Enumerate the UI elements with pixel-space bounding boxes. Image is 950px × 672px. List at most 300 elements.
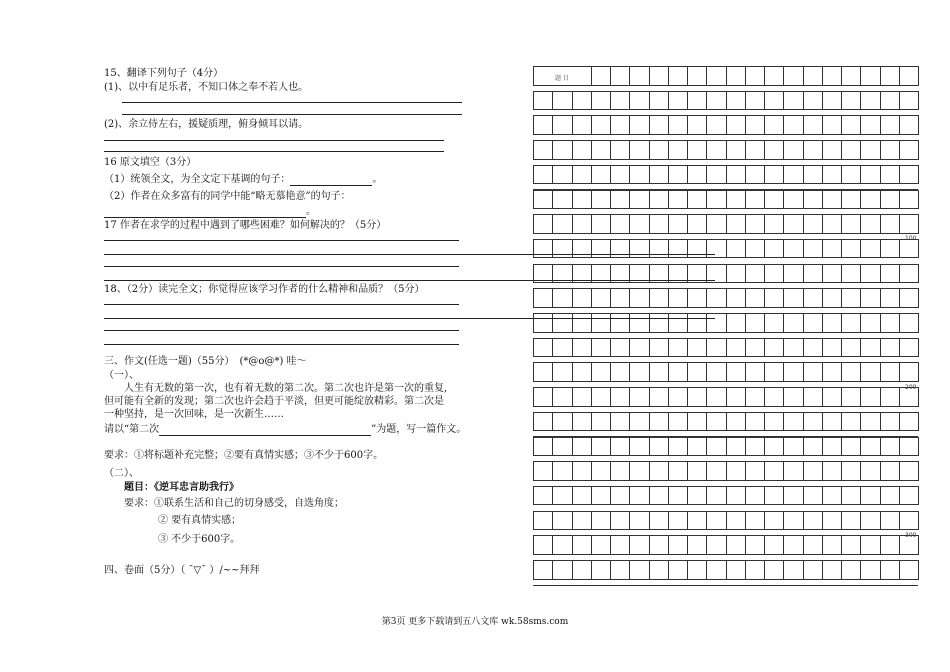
- grid-cell[interactable]: [610, 313, 630, 333]
- grid-cell[interactable]: [783, 66, 803, 86]
- grid-cell[interactable]: [783, 214, 803, 234]
- grid-cell[interactable]: [668, 264, 688, 284]
- grid-cell[interactable]: [668, 190, 688, 210]
- grid-cell[interactable]: [899, 140, 919, 160]
- grid-cell[interactable]: [860, 239, 880, 259]
- grid-cell[interactable]: [649, 190, 669, 210]
- grid-cell[interactable]: [687, 66, 707, 86]
- grid-cell[interactable]: [629, 239, 649, 259]
- grid-cell[interactable]: [591, 313, 611, 333]
- grid-cell[interactable]: [687, 115, 707, 135]
- grid-cell[interactable]: [591, 115, 611, 135]
- grid-cell[interactable]: [822, 412, 842, 432]
- grid-cell[interactable]: [899, 288, 919, 308]
- grid-cell[interactable]: [880, 66, 900, 86]
- grid-cell[interactable]: [764, 288, 784, 308]
- grid-cell[interactable]: [610, 560, 630, 580]
- grid-cell[interactable]: [706, 362, 726, 382]
- grid-cell[interactable]: [687, 338, 707, 358]
- grid-cell[interactable]: [841, 535, 861, 555]
- grid-cell[interactable]: [899, 264, 919, 284]
- grid-cell[interactable]: [803, 239, 823, 259]
- grid-cell[interactable]: [706, 486, 726, 506]
- grid-cell[interactable]: [822, 362, 842, 382]
- grid-cell[interactable]: [841, 264, 861, 284]
- grid-cell[interactable]: [668, 535, 688, 555]
- answer-line[interactable]: [104, 304, 459, 305]
- grid-cell[interactable]: [668, 387, 688, 407]
- grid-cell[interactable]: [783, 511, 803, 531]
- grid-cell[interactable]: [860, 535, 880, 555]
- grid-cell[interactable]: [822, 535, 842, 555]
- grid-cell[interactable]: [649, 140, 669, 160]
- grid-cell[interactable]: [629, 486, 649, 506]
- grid-cell[interactable]: [649, 486, 669, 506]
- grid-cell[interactable]: [880, 412, 900, 432]
- grid-cell[interactable]: [591, 214, 611, 234]
- grid-cell[interactable]: [899, 535, 919, 555]
- grid-cell[interactable]: [591, 461, 611, 481]
- grid-cell[interactable]: [899, 387, 919, 407]
- grid-cell[interactable]: [822, 214, 842, 234]
- grid-cell[interactable]: [649, 115, 669, 135]
- grid-cell[interactable]: [803, 560, 823, 580]
- grid-cell[interactable]: [803, 313, 823, 333]
- grid-cell[interactable]: [649, 338, 669, 358]
- grid-cell[interactable]: [629, 264, 649, 284]
- grid-cell[interactable]: [629, 560, 649, 580]
- grid-cell[interactable]: [822, 190, 842, 210]
- grid-cell[interactable]: [899, 412, 919, 432]
- grid-cell[interactable]: [629, 214, 649, 234]
- grid-cell[interactable]: [841, 387, 861, 407]
- grid-cell[interactable]: [629, 115, 649, 135]
- grid-cell[interactable]: [572, 535, 592, 555]
- grid-cell[interactable]: [899, 214, 919, 234]
- grid-cell[interactable]: [764, 461, 784, 481]
- grid-cell[interactable]: [783, 264, 803, 284]
- grid-cell[interactable]: [822, 338, 842, 358]
- grid-cell[interactable]: [668, 486, 688, 506]
- grid-cell[interactable]: [610, 190, 630, 210]
- grid-cell[interactable]: [668, 239, 688, 259]
- grid-cell[interactable]: [629, 288, 649, 308]
- grid-cell[interactable]: [764, 486, 784, 506]
- grid-cell[interactable]: [572, 214, 592, 234]
- grid-cell[interactable]: [572, 387, 592, 407]
- grid-cell[interactable]: [899, 511, 919, 531]
- grid-cell[interactable]: [880, 264, 900, 284]
- grid-cell[interactable]: [745, 461, 765, 481]
- grid-cell[interactable]: [706, 66, 726, 86]
- grid-cell[interactable]: [860, 165, 880, 185]
- grid-cell[interactable]: [860, 91, 880, 111]
- grid-cell[interactable]: [880, 313, 900, 333]
- grid-cell[interactable]: [726, 412, 746, 432]
- grid-cell[interactable]: [687, 190, 707, 210]
- grid-cell[interactable]: [803, 437, 823, 457]
- grid-cell[interactable]: [706, 214, 726, 234]
- answer-line[interactable]: [104, 330, 459, 331]
- grid-cell[interactable]: [783, 338, 803, 358]
- grid-cell[interactable]: [687, 165, 707, 185]
- grid-cell[interactable]: [783, 288, 803, 308]
- grid-cell[interactable]: [591, 190, 611, 210]
- grid-cell[interactable]: [745, 214, 765, 234]
- grid-cell[interactable]: [687, 535, 707, 555]
- grid-cell[interactable]: [860, 362, 880, 382]
- grid-cell[interactable]: [726, 190, 746, 210]
- grid-cell[interactable]: [649, 437, 669, 457]
- grid-cell[interactable]: [880, 214, 900, 234]
- grid-cell[interactable]: [880, 511, 900, 531]
- grid-cell[interactable]: [880, 165, 900, 185]
- grid-cell[interactable]: [726, 437, 746, 457]
- grid-cell[interactable]: [803, 535, 823, 555]
- grid-cell[interactable]: [822, 486, 842, 506]
- grid-cell[interactable]: [552, 313, 572, 333]
- grid-cell[interactable]: [745, 288, 765, 308]
- grid-cell[interactable]: [610, 66, 630, 86]
- grid-cell[interactable]: [899, 338, 919, 358]
- grid-cell[interactable]: [552, 214, 572, 234]
- grid-cell[interactable]: [687, 288, 707, 308]
- grid-cell[interactable]: [610, 214, 630, 234]
- grid-cell[interactable]: [822, 437, 842, 457]
- grid-cell[interactable]: [841, 511, 861, 531]
- grid-cell[interactable]: [841, 288, 861, 308]
- grid-cell[interactable]: [533, 313, 553, 333]
- grid-cell[interactable]: [841, 437, 861, 457]
- grid-cell[interactable]: [572, 140, 592, 160]
- grid-cell[interactable]: [880, 387, 900, 407]
- grid-cell[interactable]: [706, 140, 726, 160]
- grid-cell[interactable]: [860, 560, 880, 580]
- grid-cell[interactable]: [706, 190, 726, 210]
- grid-cell[interactable]: [533, 66, 592, 86]
- grid-cell[interactable]: [591, 239, 611, 259]
- grid-cell[interactable]: [552, 412, 572, 432]
- grid-cell[interactable]: [572, 190, 592, 210]
- grid-cell[interactable]: [803, 486, 823, 506]
- grid-cell[interactable]: [591, 437, 611, 457]
- grid-cell[interactable]: [610, 461, 630, 481]
- grid-cell[interactable]: [726, 239, 746, 259]
- grid-cell[interactable]: [841, 362, 861, 382]
- grid-cell[interactable]: [803, 461, 823, 481]
- grid-cell[interactable]: [552, 387, 572, 407]
- grid-cell[interactable]: [629, 387, 649, 407]
- grid-cell[interactable]: [745, 338, 765, 358]
- fill-blank[interactable]: [290, 175, 372, 186]
- grid-cell[interactable]: [880, 486, 900, 506]
- grid-cell[interactable]: [803, 214, 823, 234]
- grid-cell[interactable]: [726, 362, 746, 382]
- grid-cell[interactable]: [668, 214, 688, 234]
- grid-cell[interactable]: [668, 313, 688, 333]
- grid-cell[interactable]: [629, 461, 649, 481]
- grid-cell[interactable]: [822, 461, 842, 481]
- grid-cell[interactable]: [783, 313, 803, 333]
- grid-cell[interactable]: [841, 239, 861, 259]
- grid-cell[interactable]: [610, 437, 630, 457]
- grid-cell[interactable]: [706, 165, 726, 185]
- grid-cell[interactable]: [649, 535, 669, 555]
- grid-cell[interactable]: [899, 190, 919, 210]
- grid-cell[interactable]: [552, 288, 572, 308]
- grid-cell[interactable]: [591, 264, 611, 284]
- grid-cell[interactable]: [687, 511, 707, 531]
- grid-cell[interactable]: [764, 66, 784, 86]
- grid-cell[interactable]: [880, 362, 900, 382]
- grid-cell[interactable]: [764, 535, 784, 555]
- grid-cell[interactable]: [841, 66, 861, 86]
- grid-cell[interactable]: [706, 338, 726, 358]
- grid-cell[interactable]: [629, 362, 649, 382]
- grid-cell[interactable]: [803, 264, 823, 284]
- grid-cell[interactable]: [764, 511, 784, 531]
- grid-cell[interactable]: [649, 66, 669, 86]
- grid-cell[interactable]: [745, 66, 765, 86]
- grid-cell[interactable]: [668, 412, 688, 432]
- grid-cell[interactable]: [860, 115, 880, 135]
- grid-cell[interactable]: [841, 115, 861, 135]
- grid-cell[interactable]: [764, 362, 784, 382]
- grid-cell[interactable]: [860, 461, 880, 481]
- grid-cell[interactable]: [899, 362, 919, 382]
- grid-cell[interactable]: [822, 66, 842, 86]
- grid-cell[interactable]: [803, 338, 823, 358]
- grid-cell[interactable]: [726, 387, 746, 407]
- fill-blank[interactable]: [104, 207, 306, 218]
- grid-cell[interactable]: [803, 115, 823, 135]
- grid-cell[interactable]: [899, 313, 919, 333]
- grid-cell[interactable]: [764, 91, 784, 111]
- grid-cell[interactable]: [899, 560, 919, 580]
- grid-cell[interactable]: [860, 511, 880, 531]
- grid-cell[interactable]: [552, 560, 572, 580]
- grid-cell[interactable]: [668, 511, 688, 531]
- grid-cell[interactable]: [533, 387, 553, 407]
- grid-cell[interactable]: [629, 412, 649, 432]
- grid-cell[interactable]: [629, 511, 649, 531]
- grid-cell[interactable]: [552, 264, 572, 284]
- grid-cell[interactable]: [649, 165, 669, 185]
- grid-cell[interactable]: [687, 387, 707, 407]
- grid-cell[interactable]: [610, 387, 630, 407]
- grid-cell[interactable]: [533, 264, 553, 284]
- grid-cell[interactable]: [591, 412, 611, 432]
- grid-cell[interactable]: [764, 239, 784, 259]
- grid-cell[interactable]: [572, 412, 592, 432]
- grid-cell[interactable]: [706, 115, 726, 135]
- grid-cell[interactable]: [610, 91, 630, 111]
- grid-cell[interactable]: [841, 560, 861, 580]
- answer-line[interactable]: [122, 102, 462, 103]
- grid-cell[interactable]: [764, 190, 784, 210]
- grid-cell[interactable]: [629, 338, 649, 358]
- grid-cell[interactable]: [783, 535, 803, 555]
- grid-cell[interactable]: [572, 362, 592, 382]
- grid-cell[interactable]: [803, 190, 823, 210]
- grid-cell[interactable]: [783, 239, 803, 259]
- grid-cell[interactable]: [745, 511, 765, 531]
- grid-cell[interactable]: [745, 387, 765, 407]
- grid-cell[interactable]: [860, 486, 880, 506]
- grid-cell[interactable]: [745, 412, 765, 432]
- grid-cell[interactable]: [533, 412, 553, 432]
- grid-cell[interactable]: [745, 362, 765, 382]
- grid-cell[interactable]: [649, 264, 669, 284]
- grid-cell[interactable]: [880, 535, 900, 555]
- grid-cell[interactable]: [572, 239, 592, 259]
- grid-cell[interactable]: [610, 140, 630, 160]
- grid-cell[interactable]: [764, 165, 784, 185]
- grid-cell[interactable]: [629, 140, 649, 160]
- grid-cell[interactable]: [629, 313, 649, 333]
- grid-cell[interactable]: [726, 313, 746, 333]
- grid-cell[interactable]: [880, 437, 900, 457]
- grid-cell[interactable]: [649, 511, 669, 531]
- grid-cell[interactable]: [841, 91, 861, 111]
- grid-cell[interactable]: [552, 190, 572, 210]
- grid-cell[interactable]: [841, 461, 861, 481]
- grid-cell[interactable]: [745, 313, 765, 333]
- grid-cell[interactable]: [745, 239, 765, 259]
- title-blank[interactable]: [159, 425, 371, 436]
- grid-cell[interactable]: [668, 437, 688, 457]
- grid-cell[interactable]: [726, 511, 746, 531]
- grid-cell[interactable]: [783, 115, 803, 135]
- grid-cell[interactable]: [783, 461, 803, 481]
- grid-cell[interactable]: [610, 239, 630, 259]
- grid-cell[interactable]: [649, 288, 669, 308]
- grid-cell[interactable]: [533, 486, 553, 506]
- grid-cell[interactable]: [610, 115, 630, 135]
- grid-cell[interactable]: [880, 560, 900, 580]
- grid-cell[interactable]: [591, 66, 611, 86]
- grid-cell[interactable]: [726, 461, 746, 481]
- grid-cell[interactable]: [764, 412, 784, 432]
- grid-cell[interactable]: [726, 264, 746, 284]
- grid-cell[interactable]: [629, 190, 649, 210]
- grid-cell[interactable]: [841, 412, 861, 432]
- grid-cell[interactable]: [649, 313, 669, 333]
- grid-cell[interactable]: [552, 140, 572, 160]
- grid-cell[interactable]: [533, 362, 553, 382]
- grid-cell[interactable]: [880, 115, 900, 135]
- grid-cell[interactable]: [668, 362, 688, 382]
- grid-cell[interactable]: [687, 264, 707, 284]
- grid-cell[interactable]: [668, 66, 688, 86]
- grid-cell[interactable]: [764, 313, 784, 333]
- grid-cell[interactable]: [572, 91, 592, 111]
- grid-cell[interactable]: [572, 165, 592, 185]
- grid-cell[interactable]: [668, 560, 688, 580]
- grid-cell[interactable]: [572, 511, 592, 531]
- grid-cell[interactable]: [687, 437, 707, 457]
- grid-cell[interactable]: [591, 362, 611, 382]
- grid-cell[interactable]: [610, 486, 630, 506]
- grid-cell[interactable]: [726, 115, 746, 135]
- grid-cell[interactable]: [745, 560, 765, 580]
- grid-cell[interactable]: [706, 535, 726, 555]
- grid-cell[interactable]: [841, 140, 861, 160]
- grid-cell[interactable]: [764, 437, 784, 457]
- grid-cell[interactable]: [706, 288, 726, 308]
- grid-cell[interactable]: [783, 91, 803, 111]
- grid-cell[interactable]: [629, 535, 649, 555]
- grid-cell[interactable]: [706, 387, 726, 407]
- grid-cell[interactable]: [591, 338, 611, 358]
- grid-cell[interactable]: [726, 165, 746, 185]
- grid-cell[interactable]: [649, 560, 669, 580]
- grid-cell[interactable]: [687, 239, 707, 259]
- grid-cell[interactable]: [745, 264, 765, 284]
- grid-cell[interactable]: [745, 165, 765, 185]
- grid-cell[interactable]: [899, 437, 919, 457]
- grid-cell[interactable]: [745, 535, 765, 555]
- grid-cell[interactable]: [860, 437, 880, 457]
- grid-cell[interactable]: [649, 362, 669, 382]
- grid-cell[interactable]: [803, 288, 823, 308]
- grid-cell[interactable]: [783, 140, 803, 160]
- grid-cell[interactable]: [899, 91, 919, 111]
- grid-cell[interactable]: [706, 313, 726, 333]
- grid-cell[interactable]: [783, 437, 803, 457]
- grid-cell[interactable]: [668, 461, 688, 481]
- grid-cell[interactable]: [726, 535, 746, 555]
- grid-cell[interactable]: [726, 560, 746, 580]
- grid-cell[interactable]: [841, 190, 861, 210]
- grid-cell[interactable]: [745, 140, 765, 160]
- grid-cell[interactable]: [899, 239, 919, 259]
- grid-cell[interactable]: [533, 437, 553, 457]
- grid-cell[interactable]: [552, 91, 572, 111]
- grid-cell[interactable]: [860, 338, 880, 358]
- grid-cell[interactable]: [552, 115, 572, 135]
- grid-cell[interactable]: [649, 239, 669, 259]
- grid-cell[interactable]: [687, 486, 707, 506]
- grid-cell[interactable]: [552, 437, 572, 457]
- grid-cell[interactable]: [552, 239, 572, 259]
- grid-cell[interactable]: [880, 140, 900, 160]
- grid-cell[interactable]: [668, 140, 688, 160]
- grid-cell[interactable]: [880, 461, 900, 481]
- grid-cell[interactable]: [880, 239, 900, 259]
- grid-cell[interactable]: [591, 140, 611, 160]
- answer-line[interactable]: [122, 114, 462, 115]
- grid-cell[interactable]: [533, 239, 553, 259]
- grid-cell[interactable]: [629, 66, 649, 86]
- grid-cell[interactable]: [552, 165, 572, 185]
- grid-cell[interactable]: [649, 91, 669, 111]
- grid-cell[interactable]: [668, 288, 688, 308]
- grid-cell[interactable]: [572, 288, 592, 308]
- grid-cell[interactable]: [687, 362, 707, 382]
- answer-line[interactable]: [104, 266, 459, 267]
- grid-cell[interactable]: [783, 387, 803, 407]
- grid-cell[interactable]: [860, 190, 880, 210]
- grid-cell[interactable]: [764, 140, 784, 160]
- grid-cell[interactable]: [822, 387, 842, 407]
- grid-cell[interactable]: [726, 338, 746, 358]
- grid-cell[interactable]: [706, 461, 726, 481]
- grid-cell[interactable]: [629, 91, 649, 111]
- grid-cell[interactable]: [706, 239, 726, 259]
- grid-cell[interactable]: [572, 264, 592, 284]
- grid-cell[interactable]: [745, 190, 765, 210]
